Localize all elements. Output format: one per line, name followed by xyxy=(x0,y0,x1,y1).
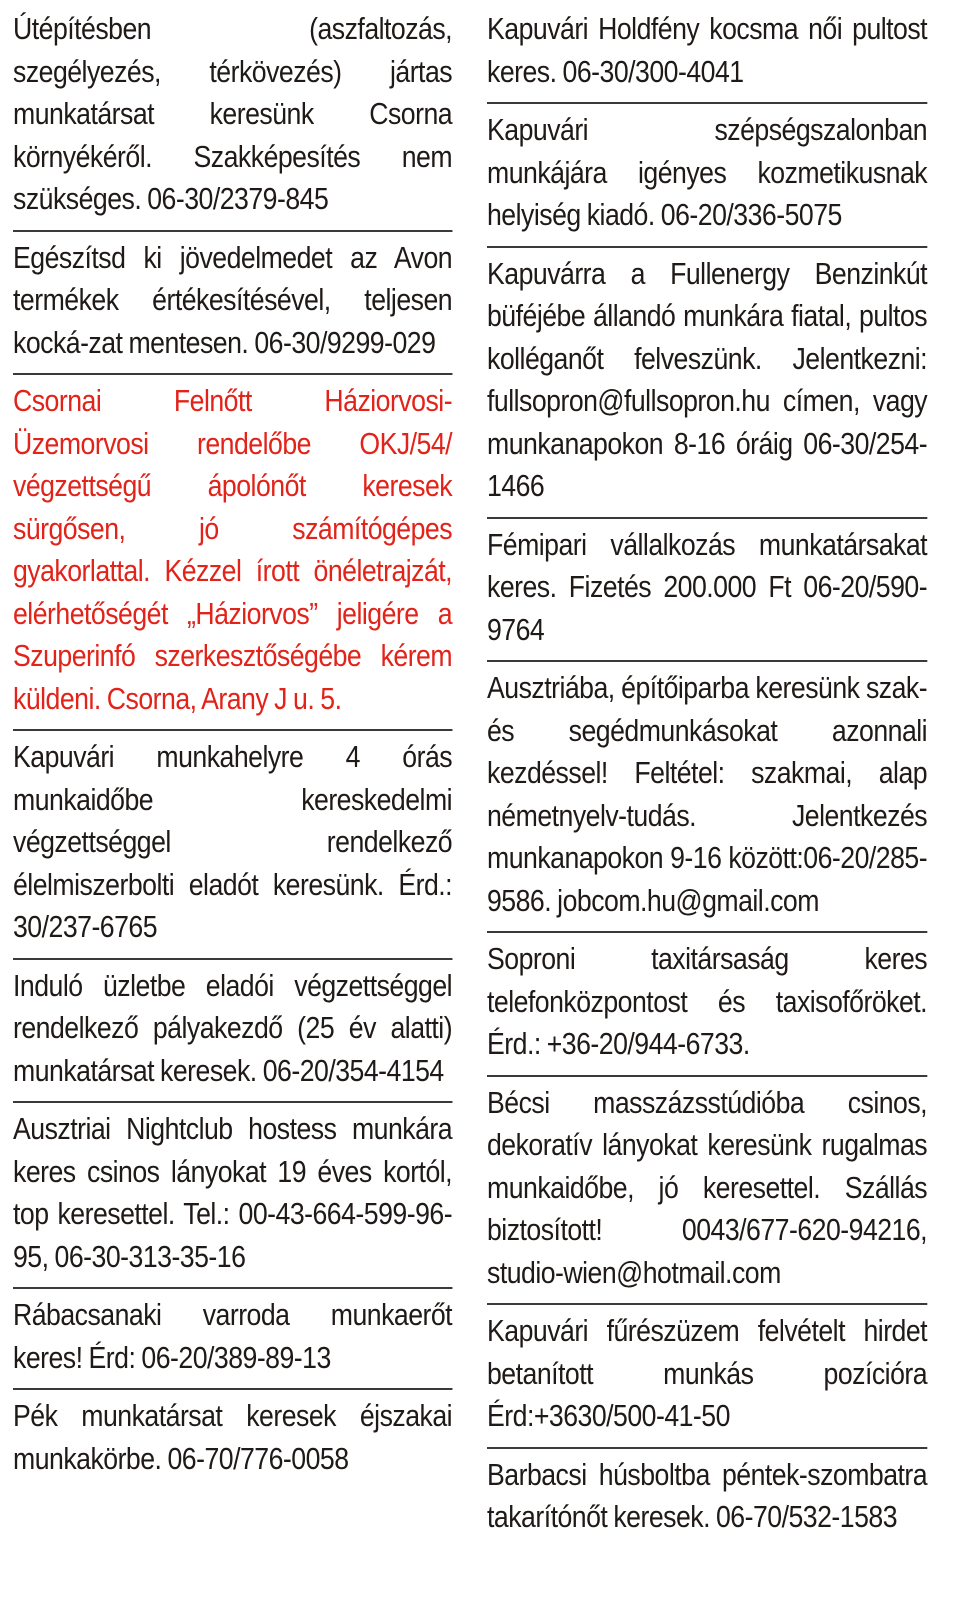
ad-text: Kapuvári fűrészüzem felvételt hirdet betanított munkás pozícióra Érd:+3630/500-41-50 xyxy=(487,1313,928,1433)
ad-text: Ausztriába, építőiparba keresünk szak- és segédmunkásokat azonnali kezdéssel! Feltétel: szakmai, alap németnyelv-tudás. Jelentkezés munkanapokon 9-16 között:06-20/285-9586. jobcom.hu@gmail.com xyxy=(487,670,928,918)
ad-text: Barbacsi húsboltba péntek-szombatra takarítónőt keresek. 06-70/532-1583 xyxy=(487,1456,928,1534)
classified-ad xyxy=(487,667,927,933)
classified-ad xyxy=(487,253,927,519)
classified-ad xyxy=(487,8,927,104)
ad-text: Kapuvári Holdfény kocsma női pultost keres. 06-30/300-4041 xyxy=(487,11,928,89)
classified-ad xyxy=(487,1082,927,1306)
classified-ad xyxy=(13,237,452,376)
ad-text: Soproni taxitársaság keres telefonközpontost és taxisofőröket. Érd.: +36-20/944-6733. xyxy=(487,941,928,1061)
ad-text: Pék munkatársat keresek éjszakai munkakörbe. 06-70/776-0058 xyxy=(13,1398,453,1476)
right-column xyxy=(487,8,927,1553)
classified-ad xyxy=(13,1294,452,1390)
ad-text: Fémipari vállalkozás munkatársakat keres. Fizetés 200.000 Ft 06-20/590-9764 xyxy=(487,526,928,647)
ad-text: Kapuvárra a Fullenergy Benzinkút büféjébe állandó munkára fiatal, pultos kolléganőt felveszünk. Jelentkezni: fullsopron@fullsopron.hu címen, vagy munkanapokon 8-16 óráig 06-30/254-1466 xyxy=(487,255,928,503)
classified-ad xyxy=(13,8,452,232)
ad-text: Ausztriai Nightclub hostess munkára keres csinos lányokat 19 éves kortól, top keresettel. Tel.: 00-43-664-599-96-95, 06-30-313-35-16 xyxy=(13,1111,453,1274)
ad-text: Rábacsanaki varroda munkaerőt keres! Érd: 06-20/389-89-13 xyxy=(13,1297,453,1375)
classified-ad xyxy=(13,965,452,1104)
classified-ad xyxy=(487,938,927,1077)
ad-text: Induló üzletbe eladói végzettséggel rendelkező pályakezdő (25 év alatti) munkatársat keresek. 06-20/354-4154 xyxy=(13,967,453,1088)
ad-text: Kapuvári szépségszalonban munkájára igényes kozmetikusnak helyiség kiadó. 06-20/336-5075 xyxy=(487,112,928,232)
ad-text: Egészítsd ki jövedelmedet az Avon termékek értékesítésével, teljesen kocká-zat mentesen. 06-30/9299-029 xyxy=(13,239,453,360)
ad-text: Útépítésben (aszfaltozás, szegélyezés, térkövezés) jártas munkatársat keresünk Csorna környékéről. Szakképesítés nem szükséges. 06-30/2379-845 xyxy=(13,11,453,216)
classified-ad xyxy=(13,1108,452,1289)
ad-text: Csornai Felnőtt Háziorvosi- Üzemorvosi rendelőbe OKJ/54/ végzettségű ápolónőt keresek sürgősen, jó számítógépes gyakorlattal. Kézzel írott önéletrajzát, elérhetőségét „Háziorvos” jeligére a Szuperinfó szerkesztőségébe kérem küldeni. Csorna, Arany J u. 5. xyxy=(13,383,453,716)
classified-ad xyxy=(487,109,927,248)
classified-ad xyxy=(13,1395,452,1489)
classified-ad xyxy=(13,736,452,960)
ad-text: Bécsi masszázsstúdióba csinos, dekoratív lányokat keresünk rugalmas munkaidőbe, jó keresettel. Szállás biztosított! 0043/677-620-94216, studio-wien@hotmail.com xyxy=(487,1084,928,1290)
classified-ad xyxy=(487,1454,927,1548)
ad-text: Kapuvári munkahelyre 4 órás munkaidőbe kereskedelmi végzettséggel rendelkező élelmiszerbolti eladót keresünk. Érd.: 30/237-6765 xyxy=(13,739,453,944)
classified-ad xyxy=(487,1310,927,1449)
classified-ad-highlighted xyxy=(13,380,452,731)
classified-ad xyxy=(487,524,927,663)
left-column xyxy=(13,8,452,1494)
